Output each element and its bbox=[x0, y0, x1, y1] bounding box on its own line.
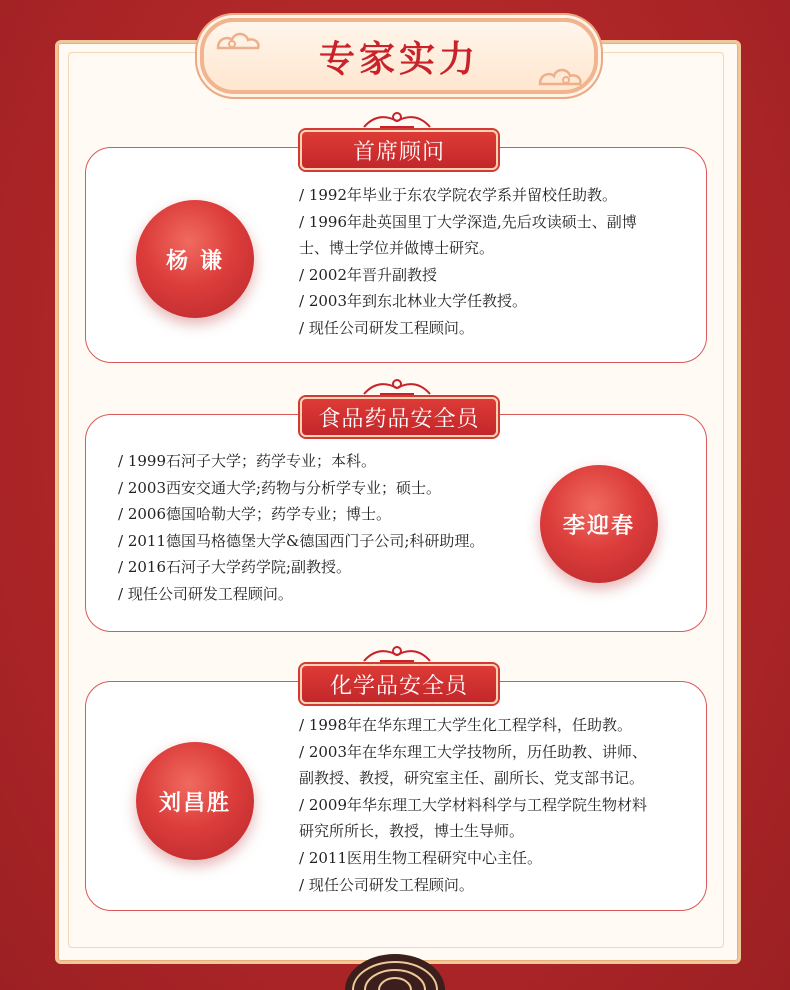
title-plaque bbox=[200, 18, 598, 94]
expert-card bbox=[85, 414, 707, 632]
page-title: 专家实力 bbox=[318, 37, 479, 80]
bio-line: / 2009年华东理工大学材料科学与工程学院生物材料 bbox=[299, 795, 647, 814]
expert-card bbox=[85, 147, 707, 363]
bio-line: / 2002年晋升副教授 bbox=[299, 265, 437, 284]
cloud-ornament-icon bbox=[214, 26, 262, 52]
bio-line: / 2006德国哈勒大学；药学专业；博士。 bbox=[118, 505, 391, 524]
bio-line: / 1999石河子大学；药学专业；本科。 bbox=[118, 452, 376, 470]
bio-line: / 现任公司研发工程顾问。 bbox=[299, 875, 474, 894]
bio-line: 副教授、教授，研究室主任、副所长、党支部书记。 bbox=[299, 769, 645, 788]
bio-line: / 2003年在华东理工大学技物所，历任助教、讲师、 bbox=[299, 742, 647, 761]
expert-name-badge: 李迎春 bbox=[540, 465, 658, 583]
bio-line: / 2016石河子大学药学院;副教授。 bbox=[118, 558, 352, 577]
bottom-wave-ornament-icon bbox=[343, 952, 447, 990]
expert-role-tag: 首席顾问 bbox=[300, 130, 498, 170]
expert-role-tag: 化学品安全员 bbox=[300, 664, 498, 704]
bio-line: / 2003西安交通大学;药物与分析学专业；硕士。 bbox=[118, 478, 442, 497]
bio-line: / 2003年到东北林业大学任教授。 bbox=[299, 292, 527, 311]
expert-name-badge: 刘昌胜 bbox=[136, 742, 254, 860]
scroll-ornament-icon bbox=[360, 376, 434, 398]
bio-line: / 现任公司研发工程顾问。 bbox=[299, 318, 474, 337]
expert-bio bbox=[299, 712, 647, 898]
bio-line: / 1992年毕业于东农学院农学系并留校任助教。 bbox=[299, 186, 617, 204]
scroll-ornament-icon bbox=[360, 109, 434, 131]
bio-line: / 2011医用生物工程研究中心主任。 bbox=[299, 848, 542, 867]
expert-card bbox=[85, 681, 707, 911]
bio-line: / 1998年在华东理工大学生化工程学科，任助教。 bbox=[299, 716, 632, 734]
expert-role-tag: 食品药品安全员 bbox=[300, 397, 498, 437]
bio-line: 研究所所长，教授，博士生导师。 bbox=[299, 822, 525, 841]
cloud-ornament-icon bbox=[536, 62, 584, 88]
bio-line: / 现任公司研发工程顾问。 bbox=[118, 584, 293, 603]
expert-bio bbox=[299, 182, 637, 342]
expert-bio bbox=[118, 448, 484, 608]
bio-line: / 1996年赴英国里丁大学深造,先后攻读硕士、副博 bbox=[299, 212, 637, 231]
bio-line: / 2011德国马格德堡大学&德国西门子公司;科研助理。 bbox=[118, 531, 485, 550]
scroll-ornament-icon bbox=[360, 643, 434, 665]
bio-line: 士、博士学位并做博士研究。 bbox=[299, 239, 495, 258]
expert-name-badge: 杨 谦 bbox=[136, 200, 254, 318]
